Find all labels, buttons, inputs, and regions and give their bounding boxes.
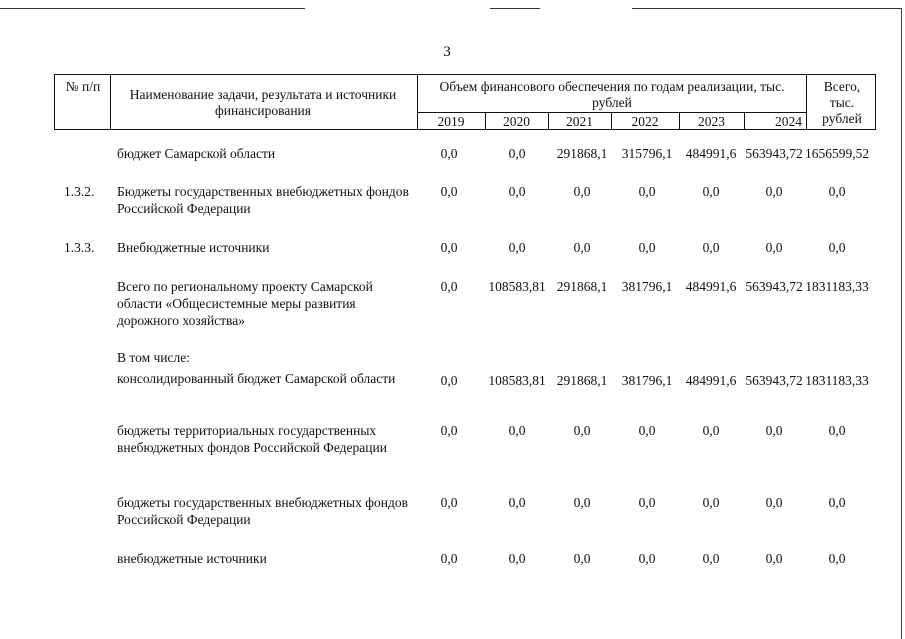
row-year-value: 0,0 (440, 551, 458, 566)
header-name: Наименование задачи, результата и источники финансирования (129, 87, 397, 118)
row-year-value: 0,0 (508, 184, 526, 199)
row-total-value: 0,0 (828, 184, 846, 199)
header-year: 2021 (566, 114, 593, 129)
row-total-value: 1831183,33 (805, 279, 869, 294)
page-edge (901, 8, 902, 639)
row-year-value: 0,0 (765, 495, 783, 510)
row-number: 1.3.2. (64, 184, 95, 199)
row-year-value: 291868,1 (556, 279, 608, 294)
row-name: В том числе: (117, 350, 190, 365)
header-year: 2020 (503, 114, 530, 129)
header-funding: Объем финансового обеспечения по годам реализации, тыс. рублей (439, 79, 785, 110)
row-year-value: 0,0 (638, 184, 656, 199)
row-year-value: 0,0 (765, 240, 783, 255)
row-year-value: 381796,1 (621, 373, 673, 388)
row-year-value: 0,0 (508, 495, 526, 510)
top-rule-middle (490, 8, 540, 9)
header-year: 2023 (698, 114, 725, 129)
row-name: Бюджеты государственных внебюджетных фондов Российской Федерации (117, 184, 409, 216)
row-year-value: 563943,72 (745, 146, 803, 161)
row-year-value: 381796,1 (621, 279, 673, 294)
row-year-value: 0,0 (765, 551, 783, 566)
row-total-value: 0,0 (828, 423, 846, 438)
header-divider (806, 75, 807, 129)
row-year-value: 0,0 (573, 184, 591, 199)
table-header (54, 74, 876, 130)
row-year-value: 563943,72 (745, 373, 803, 388)
row-year-value: 0,0 (573, 240, 591, 255)
row-year-value: 0,0 (702, 551, 720, 566)
header-divider (110, 75, 111, 129)
row-year-value: 484991,6 (685, 279, 737, 294)
row-year-value: 0,0 (508, 551, 526, 566)
row-year-value: 0,0 (638, 495, 656, 510)
row-name: Всего по региональному проекту Самарской области «Общесистемные меры развития дорожного хозяйства» (117, 279, 373, 328)
row-year-value: 563943,72 (745, 279, 803, 294)
row-year-value: 0,0 (440, 279, 458, 294)
row-total-value: 1831183,33 (805, 373, 869, 388)
row-year-value: 0,0 (440, 495, 458, 510)
row-year-value: 484991,6 (685, 146, 737, 161)
top-rule-right (632, 8, 902, 9)
header-year: 2019 (437, 114, 465, 129)
row-year-value: 0,0 (702, 184, 720, 199)
row-total-value: 0,0 (828, 240, 846, 255)
row-year-value: 484991,6 (685, 373, 737, 388)
row-name: внебюджетные источники (117, 551, 267, 566)
row-year-value: 291868,1 (556, 373, 608, 388)
row-name: консолидированный бюджет Самарской области (117, 371, 396, 386)
header-year: 2024 (775, 114, 802, 129)
header-number: № п/п (65, 79, 101, 94)
row-year-value: 0,0 (440, 184, 458, 199)
row-number: 1.3.3. (64, 240, 95, 255)
row-name: бюджеты государственных внебюджетных фондов Российской Федерации (117, 495, 408, 527)
row-year-value: 108583,81 (488, 373, 546, 388)
row-year-value: 0,0 (440, 146, 458, 161)
row-year-value: 315796,1 (621, 146, 673, 161)
row-year-value: 0,0 (440, 423, 458, 438)
row-year-value: 0,0 (573, 551, 591, 566)
row-year-value: 0,0 (765, 184, 783, 199)
row-year-value: 0,0 (702, 240, 720, 255)
row-year-value: 0,0 (702, 495, 720, 510)
row-name: Внебюджетные источники (117, 240, 270, 255)
row-name: бюджеты территориальных государственных внебюджетных фондов Российской Федерации (117, 423, 387, 455)
row-total-value: 1656599,52 (804, 146, 870, 161)
row-year-value: 0,0 (508, 423, 526, 438)
row-year-value: 0,0 (638, 423, 656, 438)
row-year-value: 108583,81 (488, 279, 546, 294)
row-year-value: 0,0 (702, 423, 720, 438)
top-rule-left (0, 8, 305, 9)
row-year-value: 0,0 (508, 146, 526, 161)
row-total-value: 0,0 (828, 551, 846, 566)
row-year-value: 291868,1 (556, 146, 608, 161)
header-year: 2022 (631, 114, 659, 129)
row-year-value: 0,0 (638, 240, 656, 255)
header-total: Всего, тыс. рублей (822, 79, 862, 126)
row-year-value: 0,0 (765, 423, 783, 438)
row-year-value: 0,0 (573, 423, 591, 438)
row-total-value: 0,0 (828, 495, 846, 510)
row-name: бюджет Самарской области (117, 146, 276, 161)
row-year-value: 0,0 (573, 495, 591, 510)
row-year-value: 0,0 (508, 240, 526, 255)
row-year-value: 0,0 (638, 551, 656, 566)
row-year-value: 0,0 (440, 373, 458, 388)
row-year-value: 0,0 (440, 240, 458, 255)
page-number: 3 (443, 44, 451, 60)
